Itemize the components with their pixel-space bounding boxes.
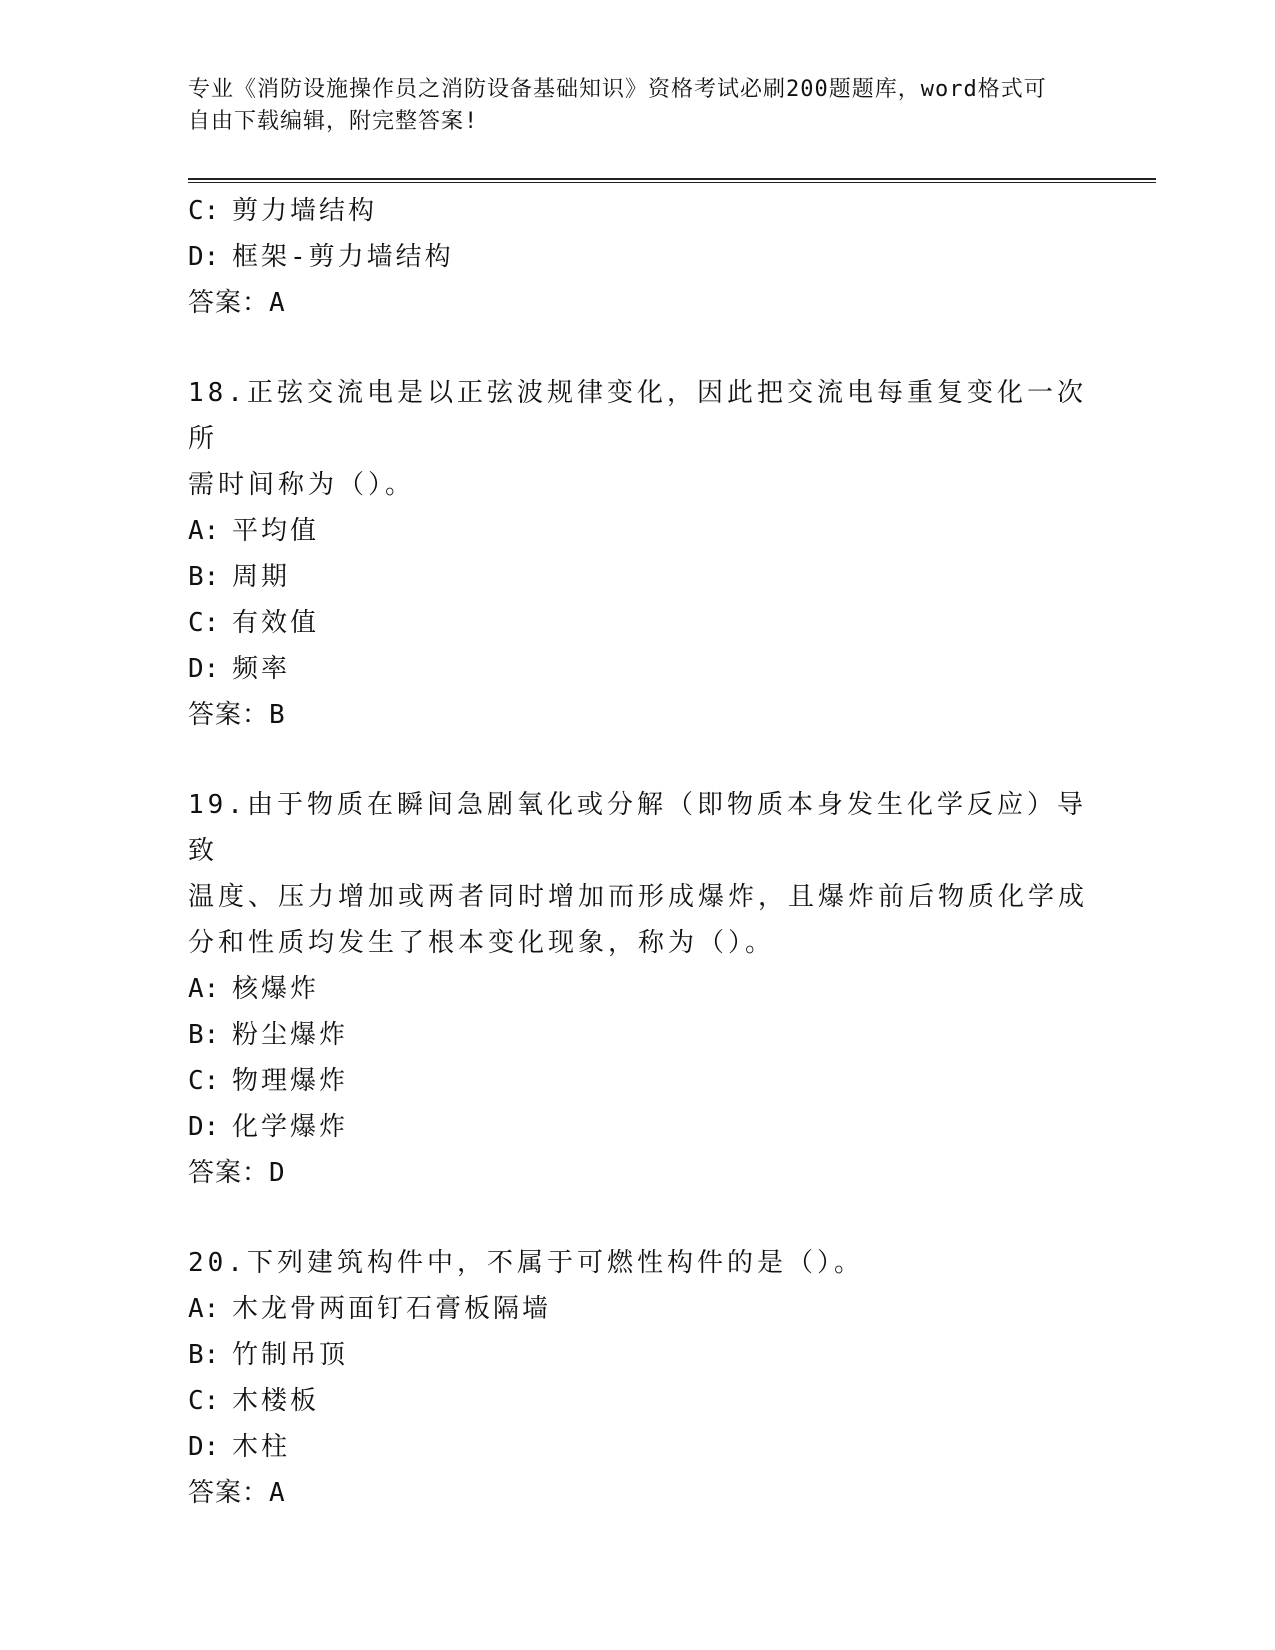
option-a: A: 核爆炸	[188, 974, 320, 1004]
option-d: D: 频率	[188, 654, 291, 684]
option-b: B: 竹制吊顶	[188, 1340, 349, 1370]
option-b: B: 粉尘爆炸	[188, 1020, 349, 1050]
question-list	[188, 188, 1088, 1516]
option-c: C: 木楼板	[188, 1386, 320, 1416]
question-20	[188, 1240, 1088, 1516]
question-stem: 19.由于物质在瞬间急剧氧化或分解（即物质本身发生化学反应）导致 温度、压力增加或两者同时增加而形成爆炸，且爆炸前后物质化学成 分和性质均发生了根本变化现象，称为（）。	[188, 790, 1089, 958]
question-stem: 18.正弦交流电是以正弦波规律变化，因此把交流电每重复变化一次所 需时间称为（）。	[188, 378, 1087, 500]
option-b: B: 周期	[188, 562, 291, 592]
option-c: C: 物理爆炸	[188, 1066, 349, 1096]
question-stem: 20.下列建筑构件中，不属于可燃性构件的是（）。	[188, 1248, 864, 1278]
question-19	[188, 782, 1088, 1196]
answer-line: 答案：B	[188, 700, 286, 730]
question-18	[188, 370, 1088, 738]
option-a: A: 木龙骨两面钉石膏板隔墙	[188, 1294, 552, 1324]
option-c: C: 有效值	[188, 608, 320, 638]
header-text: 专业《消防设施操作员之消防设备基础知识》资格考试必刷200题题库，word格式可自由下载编辑，附完整答案!	[188, 77, 1047, 134]
prev-question-tail	[188, 188, 1088, 326]
option-c: C: 剪力墙结构	[188, 196, 378, 226]
document-header	[188, 74, 1068, 138]
option-d: D: 木柱	[188, 1432, 291, 1462]
header-rule	[188, 178, 1156, 183]
answer-line: 答案：A	[188, 288, 286, 318]
answer-line: 答案：A	[188, 1478, 286, 1508]
option-d: D: 化学爆炸	[188, 1112, 349, 1142]
option-d: D: 框架-剪力墙结构	[188, 242, 454, 272]
option-a: A: 平均值	[188, 516, 320, 546]
answer-line: 答案：D	[188, 1158, 286, 1188]
